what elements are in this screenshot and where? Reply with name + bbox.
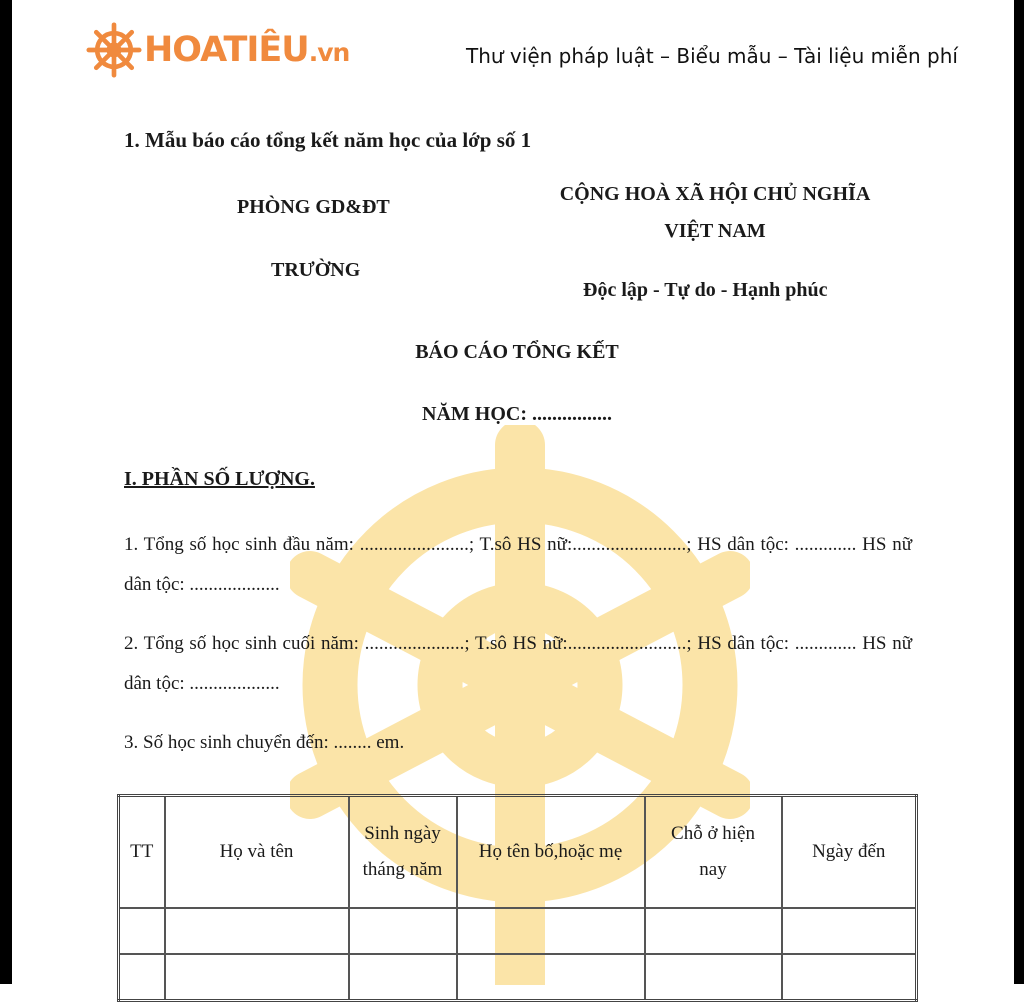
table-row xyxy=(119,908,917,954)
left-border xyxy=(0,0,12,984)
site-tagline: Thư viện pháp luật – Biểu mẫu – Tài liệu miễn phí xyxy=(466,44,958,68)
document-heading: 1. Mẫu báo cáo tổng kết năm học của lớp số 1 xyxy=(124,128,532,152)
header-parent: Họ tên bố,hoặc mẹ xyxy=(457,796,645,909)
school-name: TRƯỜNG xyxy=(271,259,361,281)
header-dob: Sinh ngày tháng năm xyxy=(349,796,457,909)
item-2-end-count: 2. Tổng số học sinh cuối năm: .....................; T.sô HS nữ:.........................; HS dân tộc: ............. HS nữ dân tộc: ................... xyxy=(124,633,912,694)
table-row xyxy=(119,954,917,1001)
table-cell xyxy=(349,908,457,954)
brand-logo[interactable] xyxy=(86,22,349,78)
school-year: NĂM HỌC: ................ xyxy=(422,403,612,425)
national-title-line1: CỘNG HOÀ XÃ HỘI CHỦ NGHĨA xyxy=(559,183,871,205)
ship-wheel-icon xyxy=(86,22,142,78)
header-arrival-date: Ngày đến xyxy=(782,796,917,909)
table-cell xyxy=(165,908,349,954)
header-tt: TT xyxy=(119,796,165,909)
national-title xyxy=(545,176,885,250)
table-cell xyxy=(782,954,917,1001)
agency-name: PHÒNG GD&ĐT xyxy=(237,196,390,218)
report-title: BÁO CÁO TỔNG KẾT xyxy=(415,341,619,363)
item-3-transfers: 3. Số học sinh chuyển đến: ........ em. xyxy=(124,732,405,753)
national-motto: Độc lập - Tự do - Hạnh phúc xyxy=(583,279,828,301)
table-header-row xyxy=(119,796,917,909)
right-border xyxy=(1014,0,1024,984)
section-title: I. PHẦN SỐ LƯỢNG. xyxy=(124,468,315,490)
item-1-start-count: 1. Tổng số học sinh đầu năm: .......................; T.sô HS nữ:........................; HS dân tộc: ............. HS nữ dân tộc: ................... xyxy=(124,534,912,595)
table-cell xyxy=(349,954,457,1001)
table-cell xyxy=(645,954,782,1001)
table-cell xyxy=(782,908,917,954)
table-cell xyxy=(119,954,165,1001)
table-cell xyxy=(457,954,645,1001)
table-cell xyxy=(119,908,165,954)
table-cell xyxy=(645,908,782,954)
transfer-students-table xyxy=(117,794,918,1002)
table-cell xyxy=(457,908,645,954)
header-address: Chỗ ở hiện nay xyxy=(645,796,782,909)
logo-wordmark: HOATIÊU.vn xyxy=(144,30,350,70)
national-title-line2: VIỆT NAM xyxy=(664,220,766,242)
table-cell xyxy=(165,954,349,1001)
header-name: Họ và tên xyxy=(165,796,349,909)
